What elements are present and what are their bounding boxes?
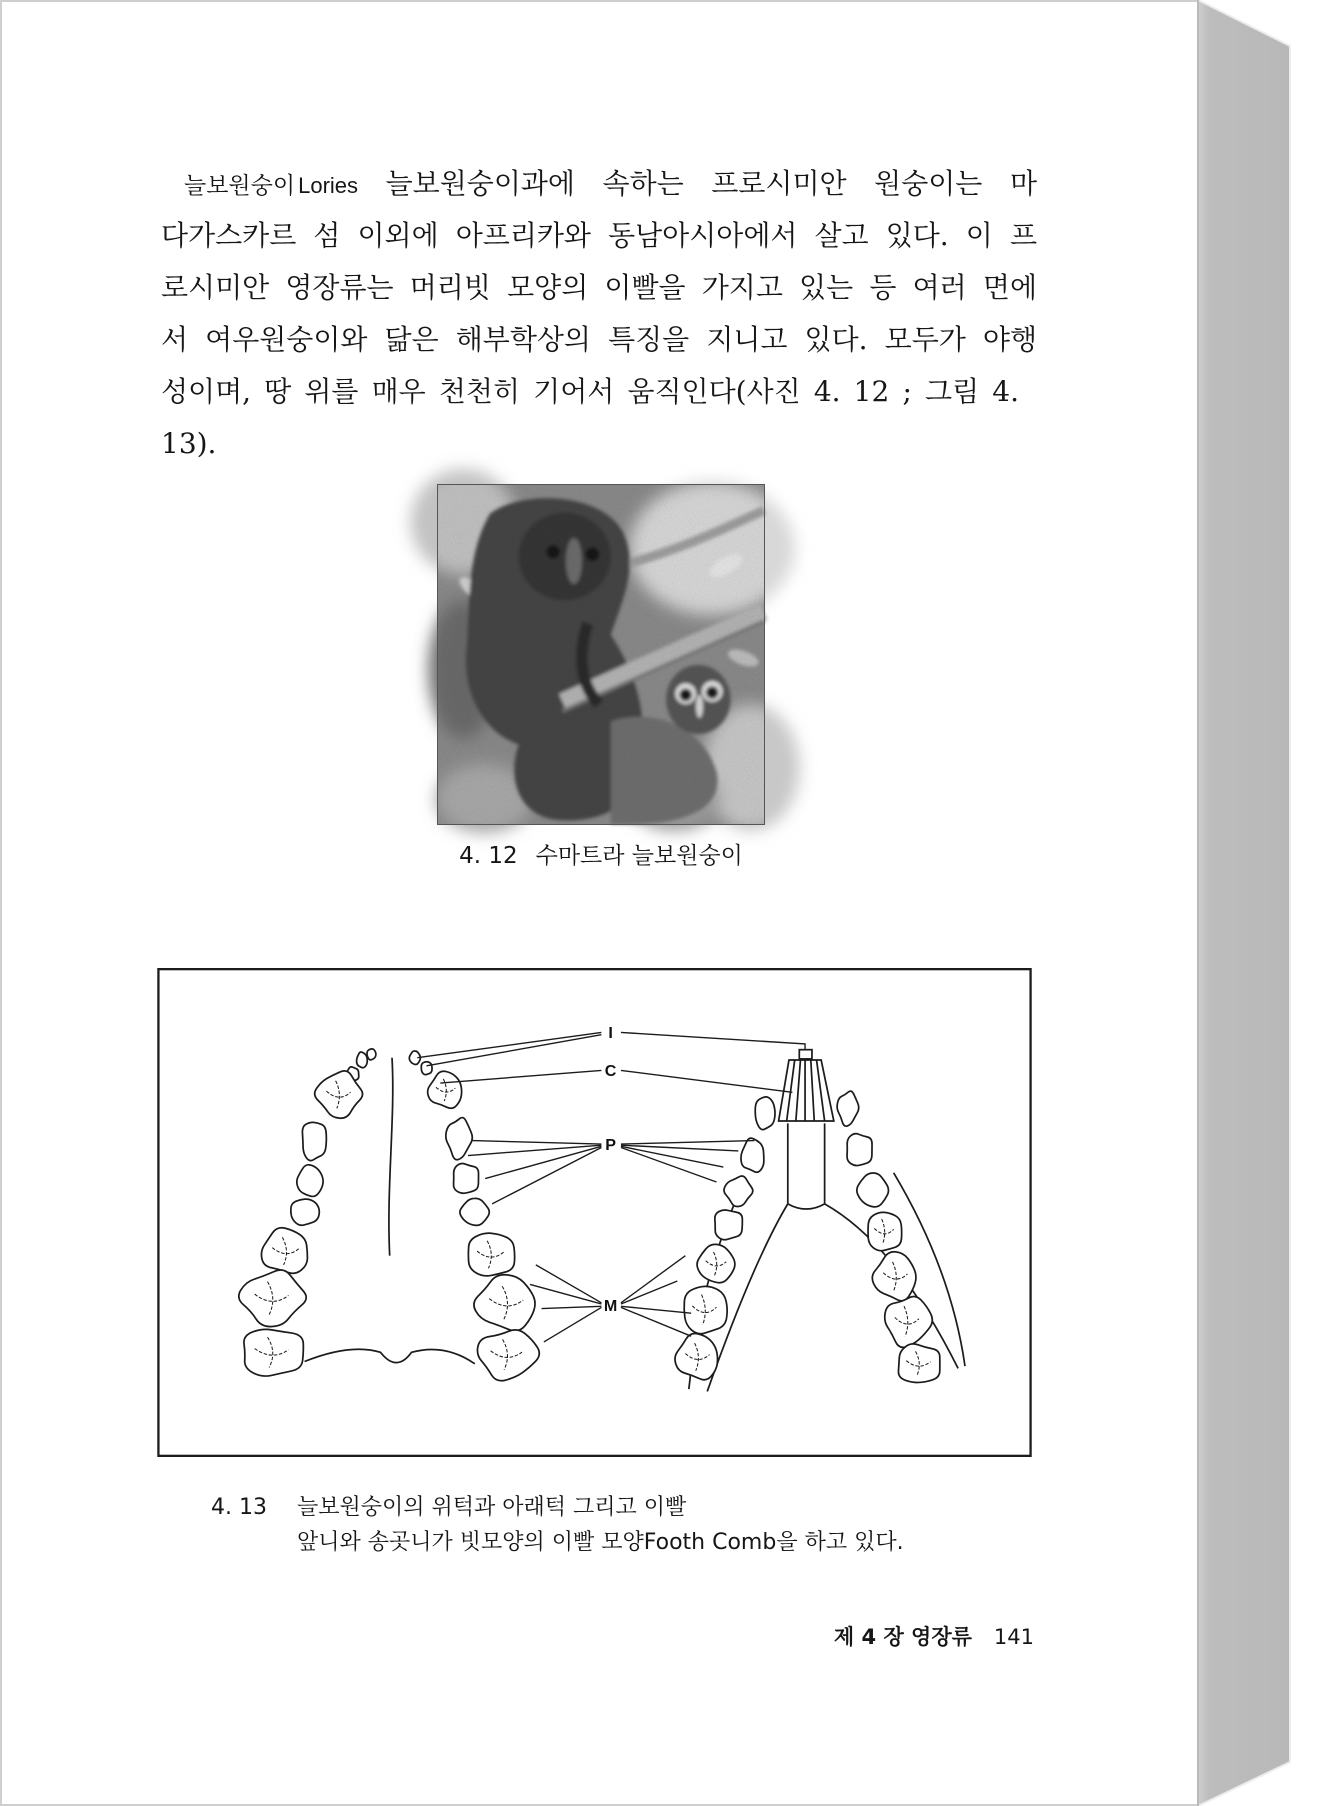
tooth bbox=[244, 1329, 303, 1376]
paragraph-line: 성이며, 땅 위를 매우 천천히 기어서 움직인다(사진 4. 12 ; 그림 4. 13). bbox=[161, 375, 1019, 460]
tooth bbox=[357, 1052, 368, 1068]
page-number: 141 bbox=[993, 1625, 1034, 1649]
photo-caption-number: 4. 12 bbox=[459, 843, 518, 869]
tooth bbox=[291, 1199, 320, 1225]
page-footer bbox=[834, 1620, 1034, 1654]
diagram-frame bbox=[158, 969, 1030, 1456]
body-paragraph bbox=[161, 158, 1037, 460]
paragraph-line: 로시미안 영장류는 머리빗 모양의 이빨을 가지고 있는 등 여러 면에 bbox=[161, 271, 1037, 304]
paragraph-line-text: 늘보원숭이과에 속하는 프로시미안 원숭이는 마 bbox=[385, 167, 1037, 200]
term-korean: 늘보원숭이 bbox=[184, 173, 296, 199]
photo-caption bbox=[438, 840, 764, 872]
photo-caption-title: 수마트라 늘보원숭이 bbox=[535, 843, 743, 869]
figure-caption bbox=[211, 1490, 1031, 1560]
figure-caption-number: 4. 13 bbox=[211, 1495, 267, 1520]
paragraph-line: 다가스카르 섬 이외에 아프리카와 동남아시아에서 살고 있다. 이 프 bbox=[161, 219, 1037, 252]
figure-caption-line1: 늘보원숭이의 위턱과 아래턱 그리고 이빨 bbox=[297, 1495, 687, 1520]
paragraph-line bbox=[161, 158, 1037, 210]
loris-photo bbox=[438, 485, 764, 824]
figure-caption-line2: 앞니와 송곳니가 빗모양의 이빨 모양Footh Comb을 하고 있다. bbox=[297, 1530, 904, 1555]
tooth bbox=[715, 1210, 743, 1240]
tooth bbox=[468, 1233, 514, 1276]
chapter-title: 제 4 장 영장류 bbox=[833, 1625, 972, 1649]
term-english: Lories bbox=[298, 173, 359, 198]
tooth bbox=[421, 1062, 432, 1075]
tooth bbox=[454, 1163, 479, 1193]
label-molar: M bbox=[603, 1296, 618, 1315]
dentition-diagram bbox=[157, 968, 1032, 1457]
tooth bbox=[847, 1134, 872, 1166]
book-edge bbox=[1190, 0, 1319, 1806]
tooth bbox=[755, 1097, 775, 1130]
label-canine: C bbox=[604, 1062, 617, 1081]
incisor-tip bbox=[799, 1050, 812, 1059]
tooth bbox=[302, 1122, 326, 1160]
tooth bbox=[367, 1049, 376, 1060]
paragraph-line: 서 여우원숭이와 닮은 해부학상의 특징을 지니고 있다. 모두가 야행 bbox=[161, 323, 1037, 356]
label-incisor: I bbox=[608, 1024, 613, 1043]
label-premolar: P bbox=[605, 1135, 616, 1154]
